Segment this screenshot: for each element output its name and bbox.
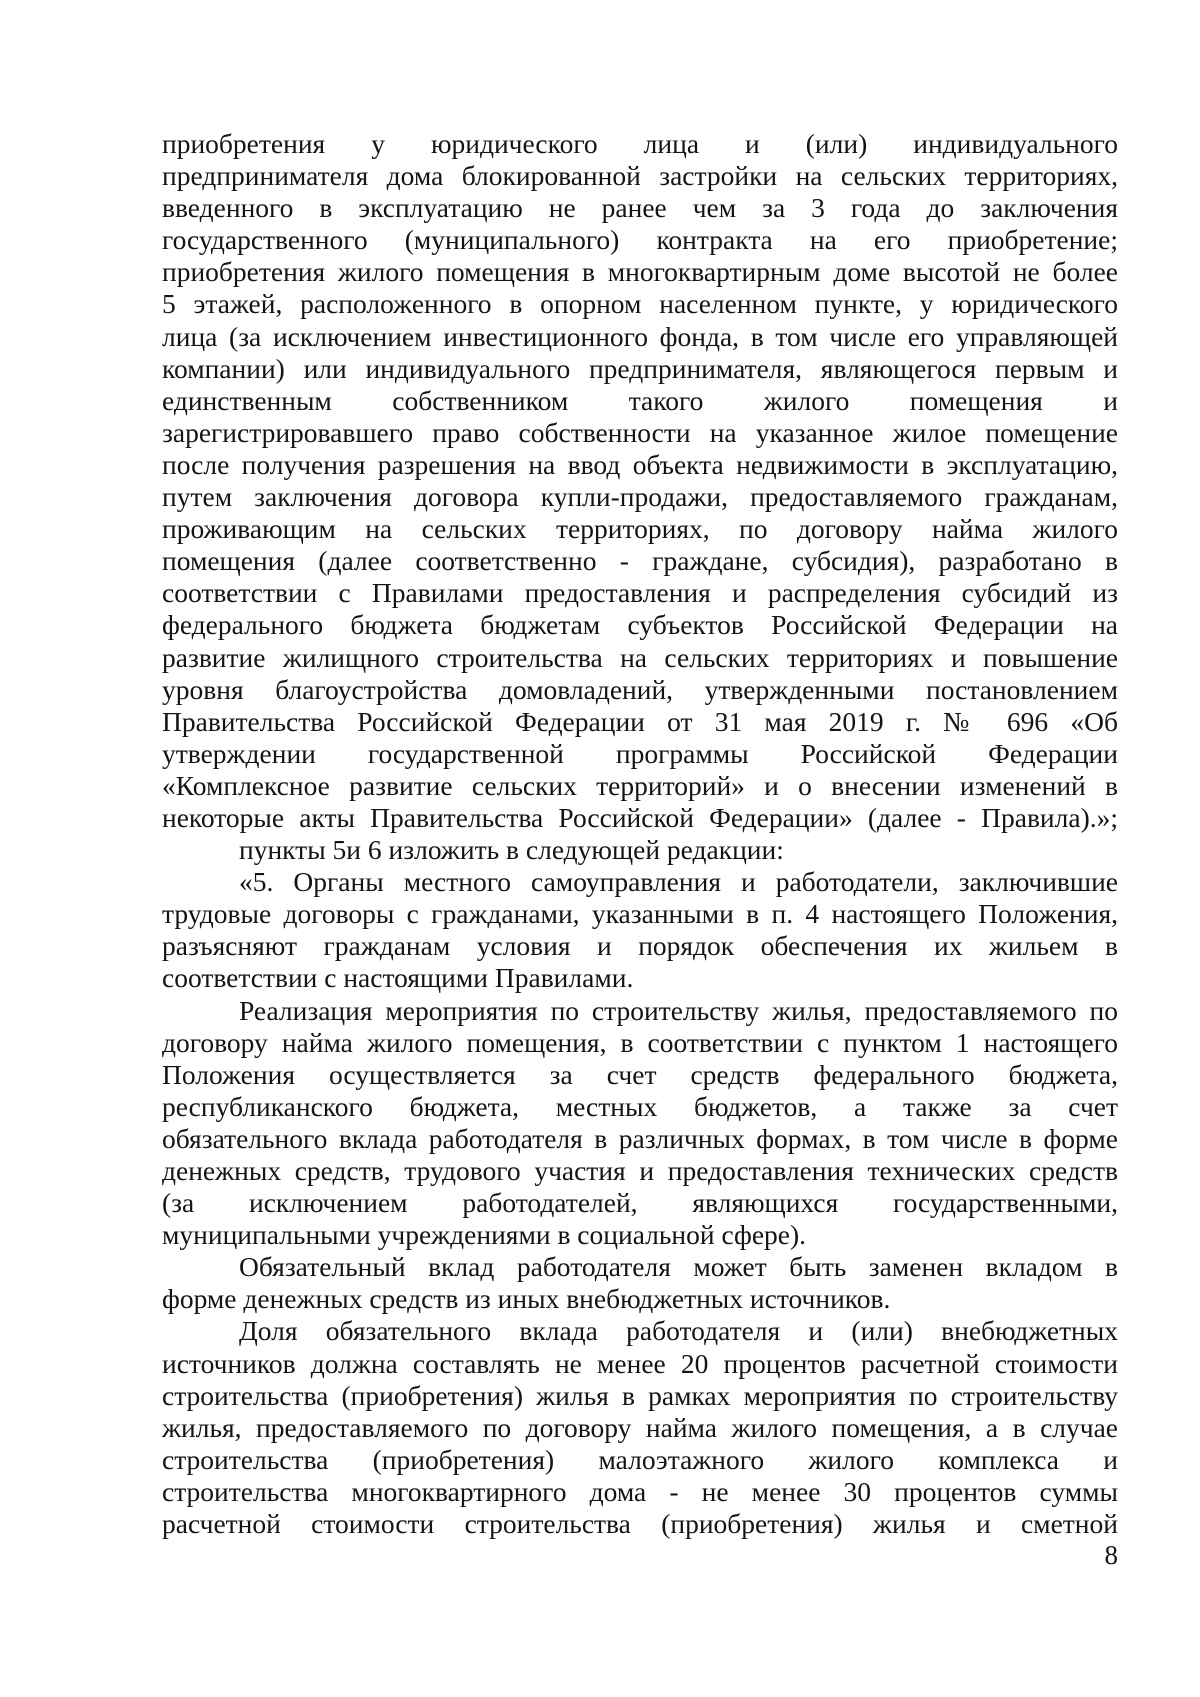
text-line: после получения разрешения на ввод объекта недвижимости в эксплуатацию, (162, 448, 1118, 480)
text-line: строительства (приобретения) жилья в рамках мероприятия по строительству (162, 1379, 1118, 1411)
text-line: «5. Органы местного самоуправления и работодатели, заключившие (239, 866, 1118, 898)
text-line: строительства (приобретения) малоэтажного жилого комплекса и (162, 1443, 1118, 1475)
text-line: приобретения у юридического лица и (или) индивидуального (162, 128, 1118, 159)
text-line: проживающим на сельских территориях, по договору найма жилого (162, 513, 1118, 545)
text-line: Реализация мероприятия по строительству жилья, предоставляемого по (239, 994, 1118, 1026)
text-line: строительства многоквартирного дома - не менее 30 процентов суммы (162, 1475, 1118, 1507)
text-line: компании) или индивидуального предпринимателя, являющегося первым и (162, 352, 1118, 384)
text-line: (за исключением работодателей, являющихся государственными, (162, 1187, 1118, 1219)
text-line: некоторые акты Правительства Российской Федерации» (далее - Правила).»; (162, 801, 1118, 833)
text-line: жилья, предоставляемого по договору найма жилого помещения, а в случае (162, 1411, 1118, 1443)
text-line: приобретения жилого помещения в многоквартирным доме высотой не более (162, 256, 1118, 288)
text-line: договору найма жилого помещения, в соответствии с пунктом 1 настоящего (162, 1026, 1118, 1058)
text-line: единственным собственником такого жилого помещения и (162, 384, 1118, 416)
text-line: уровня благоустройства домовладений, утвержденными постановлением (162, 673, 1118, 705)
text-line: соответствии с настоящими Правилами. (162, 962, 634, 994)
page-number: 8 (1104, 1540, 1118, 1570)
text-line: лица (за исключением инвестиционного фонда, в том числе его управляющей (162, 320, 1118, 352)
text-line: форме денежных средств из иных внебюджетных источников. (162, 1283, 891, 1315)
text-line: введенного в эксплуатацию не ранее чем за 3 года до заключения (162, 192, 1118, 224)
text-line: обязательного вклада работодателя в различных формах, в том числе в форме (162, 1122, 1118, 1154)
text-line: Положения осуществляется за счет средств федерального бюджета, (162, 1058, 1118, 1090)
text-line: соответствии с Правилами предоставления и распределения субсидий из (162, 577, 1118, 609)
text-line: муниципальными учреждениями в социальной сфере). (162, 1219, 807, 1251)
text-line: путем заключения договора купли-продажи, предоставляемого гражданам, (162, 481, 1118, 513)
text-line: республиканского бюджета, местных бюджетов, а также за счет (162, 1090, 1118, 1122)
text-line: источников должна составлять не менее 20 процентов расчетной стоимости (162, 1347, 1118, 1379)
text-line: разъясняют гражданам условия и порядок обеспечения их жильем в (162, 930, 1118, 962)
text-line: 5 этажей, расположенного в опорном населенном пункте, у юридического (162, 288, 1118, 320)
text-line: Правительства Российской Федерации от 31 мая 2019 г. № 696 «Об (162, 705, 1118, 737)
document-body-text (162, 128, 1118, 1540)
text-line: «Комплексное развитие сельских территорий» и о внесении изменений в (162, 769, 1118, 801)
text-line: Доля обязательного вклада работодателя и (или) внебюджетных (239, 1315, 1118, 1347)
text-line: денежных средств, трудового участия и предоставления технических средств (162, 1155, 1118, 1186)
text-line: Обязательный вклад работодателя может быть заменен вкладом в (239, 1251, 1118, 1283)
text-line: развитие жилищного строительства на сельских территориях и повышение (162, 641, 1118, 673)
text-line: трудовые договоры с гражданами, указанными в п. 4 настоящего Положения, (162, 898, 1118, 930)
text-line: государственного (муниципального) контракта на его приобретение; (162, 224, 1118, 256)
text-line: пункты 5и 6 изложить в следующей редакции: (239, 834, 784, 866)
text-line: утверждении государственной программы Российской Федерации (162, 737, 1118, 769)
text-line: расчетной стоимости строительства (приобретения) жилья и сметной (162, 1508, 1118, 1540)
text-line: федерального бюджета бюджетам субъектов Российской Федерации на (162, 609, 1118, 641)
text-line: предпринимателя дома блокированной застройки на сельских территориях, (162, 160, 1118, 192)
text-line: помещения (далее соответственно - граждане, субсидия), разработано в (162, 545, 1118, 577)
text-line: зарегистрировавшего право собственности на указанное жилое помещение (162, 416, 1118, 448)
